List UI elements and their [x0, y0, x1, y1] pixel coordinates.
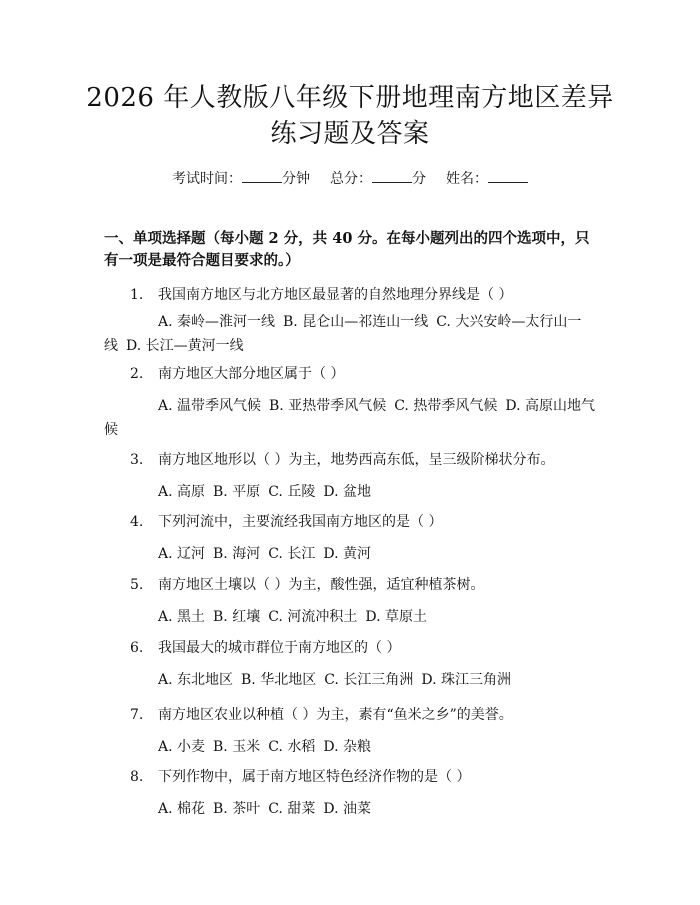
question-number: 5.	[130, 577, 144, 593]
option-d: D. 草原土	[365, 609, 427, 625]
exam-time-blank[interactable]	[242, 168, 282, 183]
student-name-label: 姓名：	[446, 171, 488, 187]
option-b: B. 亚热带季风气候	[269, 398, 387, 414]
option-a: A. 温带季风气候	[158, 398, 262, 414]
total-score-blank[interactable]	[372, 168, 412, 183]
question-number: 6.	[130, 640, 144, 656]
question-stem	[130, 575, 484, 595]
option-c: C. 水稻	[268, 739, 316, 755]
option-c: C. 丘陵	[268, 484, 316, 500]
option-a: A. 东北地区	[158, 672, 234, 688]
question-text: 南方地区地形以（ ）为主，地势西高东低，呈三级阶梯状分布。	[158, 452, 555, 468]
option-b: B. 海河	[213, 546, 261, 562]
option-c: C. 河流冲积土	[268, 609, 358, 625]
question-number: 3.	[130, 452, 144, 468]
option-c: C. 甜菜	[268, 801, 316, 817]
question-stem	[130, 450, 554, 470]
option-b: B. 红壤	[213, 609, 261, 625]
question-number: 8.	[130, 769, 144, 785]
option-c: C. 长江三角洲	[324, 672, 414, 688]
option-a: A. 小麦	[158, 739, 206, 755]
option-c: C. 大兴安岭—太行山一线	[104, 314, 582, 354]
exam-time-unit: 分钟	[282, 171, 310, 187]
option-b: B. 平原	[213, 484, 261, 500]
option-b: B. 茶叶	[213, 801, 261, 817]
question-text: 南方地区大部分地区属于（ ）	[158, 366, 345, 382]
question-stem	[130, 512, 442, 532]
option-b: B. 玉米	[213, 739, 261, 755]
question-options	[104, 480, 598, 504]
question-number: 7.	[130, 707, 144, 723]
student-name-field	[446, 168, 528, 189]
question-options	[104, 668, 598, 692]
question-number: 1.	[130, 287, 144, 303]
option-a: A. 黑土	[158, 609, 206, 625]
option-d: D. 杂粮	[323, 739, 371, 755]
document-title-line-1: 2026 年人教版八年级下册地理南方地区差异	[86, 83, 614, 113]
question-stem	[130, 705, 513, 725]
exam-time-label: 考试时间：	[172, 171, 242, 187]
question-text: 下列河流中，主要流经我国南方地区的是（ ）	[158, 514, 443, 530]
question-text: 下列作物中，属于南方地区特色经济作物的是（ ）	[158, 769, 471, 785]
option-a: A. 高原	[158, 484, 206, 500]
question-options	[104, 605, 598, 629]
option-a: A. 辽河	[158, 546, 206, 562]
question-stem	[130, 364, 344, 384]
exam-time-field	[172, 168, 310, 189]
question-stem	[130, 285, 512, 305]
option-d: D. 长江—黄河一线	[126, 338, 244, 354]
question-options	[104, 797, 598, 821]
question-stem	[130, 767, 470, 787]
option-a: A. 秦岭—淮河一线	[158, 314, 276, 330]
option-c: C. 长江	[268, 546, 316, 562]
exam-info-row	[0, 168, 700, 189]
student-name-blank[interactable]	[488, 168, 528, 183]
question-text: 南方地区农业以种植（ ）为主，素有“鱼米之乡”的美誉。	[158, 707, 513, 723]
question-options	[104, 394, 598, 442]
total-score-label: 总分：	[330, 171, 372, 187]
question-stem	[130, 638, 400, 658]
option-d: D. 珠江三角洲	[421, 672, 511, 688]
option-c: C. 热带季风气候	[394, 398, 498, 414]
total-score-field	[330, 168, 426, 189]
option-d: D. 黄河	[323, 546, 371, 562]
document-title-line-2: 练习题及答案	[270, 119, 430, 149]
option-d: D. 高原山地气候	[104, 398, 595, 438]
option-d: D. 油菜	[323, 801, 371, 817]
option-b: B. 华北地区	[241, 672, 317, 688]
question-number: 2.	[130, 366, 144, 382]
question-options	[104, 542, 598, 566]
section-heading: 一、单项选择题（每小题 2 分，共 40 分。在每小题列出的四个选项中，只有一项是最符合题目要求的。）	[104, 230, 590, 269]
question-text: 南方地区土壤以（ ）为主，酸性强，适宜种植茶树。	[158, 577, 485, 593]
question-options	[104, 735, 598, 759]
question-number: 4.	[130, 514, 144, 530]
option-d: D. 盆地	[323, 484, 371, 500]
option-b: B. 昆仑山—祁连山一线	[283, 314, 429, 330]
option-a: A. 棉花	[158, 801, 206, 817]
total-score-unit: 分	[412, 171, 426, 187]
question-text: 我国最大的城市群位于南方地区的（ ）	[158, 640, 401, 656]
question-text: 我国南方地区与北方地区最显著的自然地理分界线是（ ）	[158, 287, 513, 303]
question-options	[104, 310, 598, 358]
